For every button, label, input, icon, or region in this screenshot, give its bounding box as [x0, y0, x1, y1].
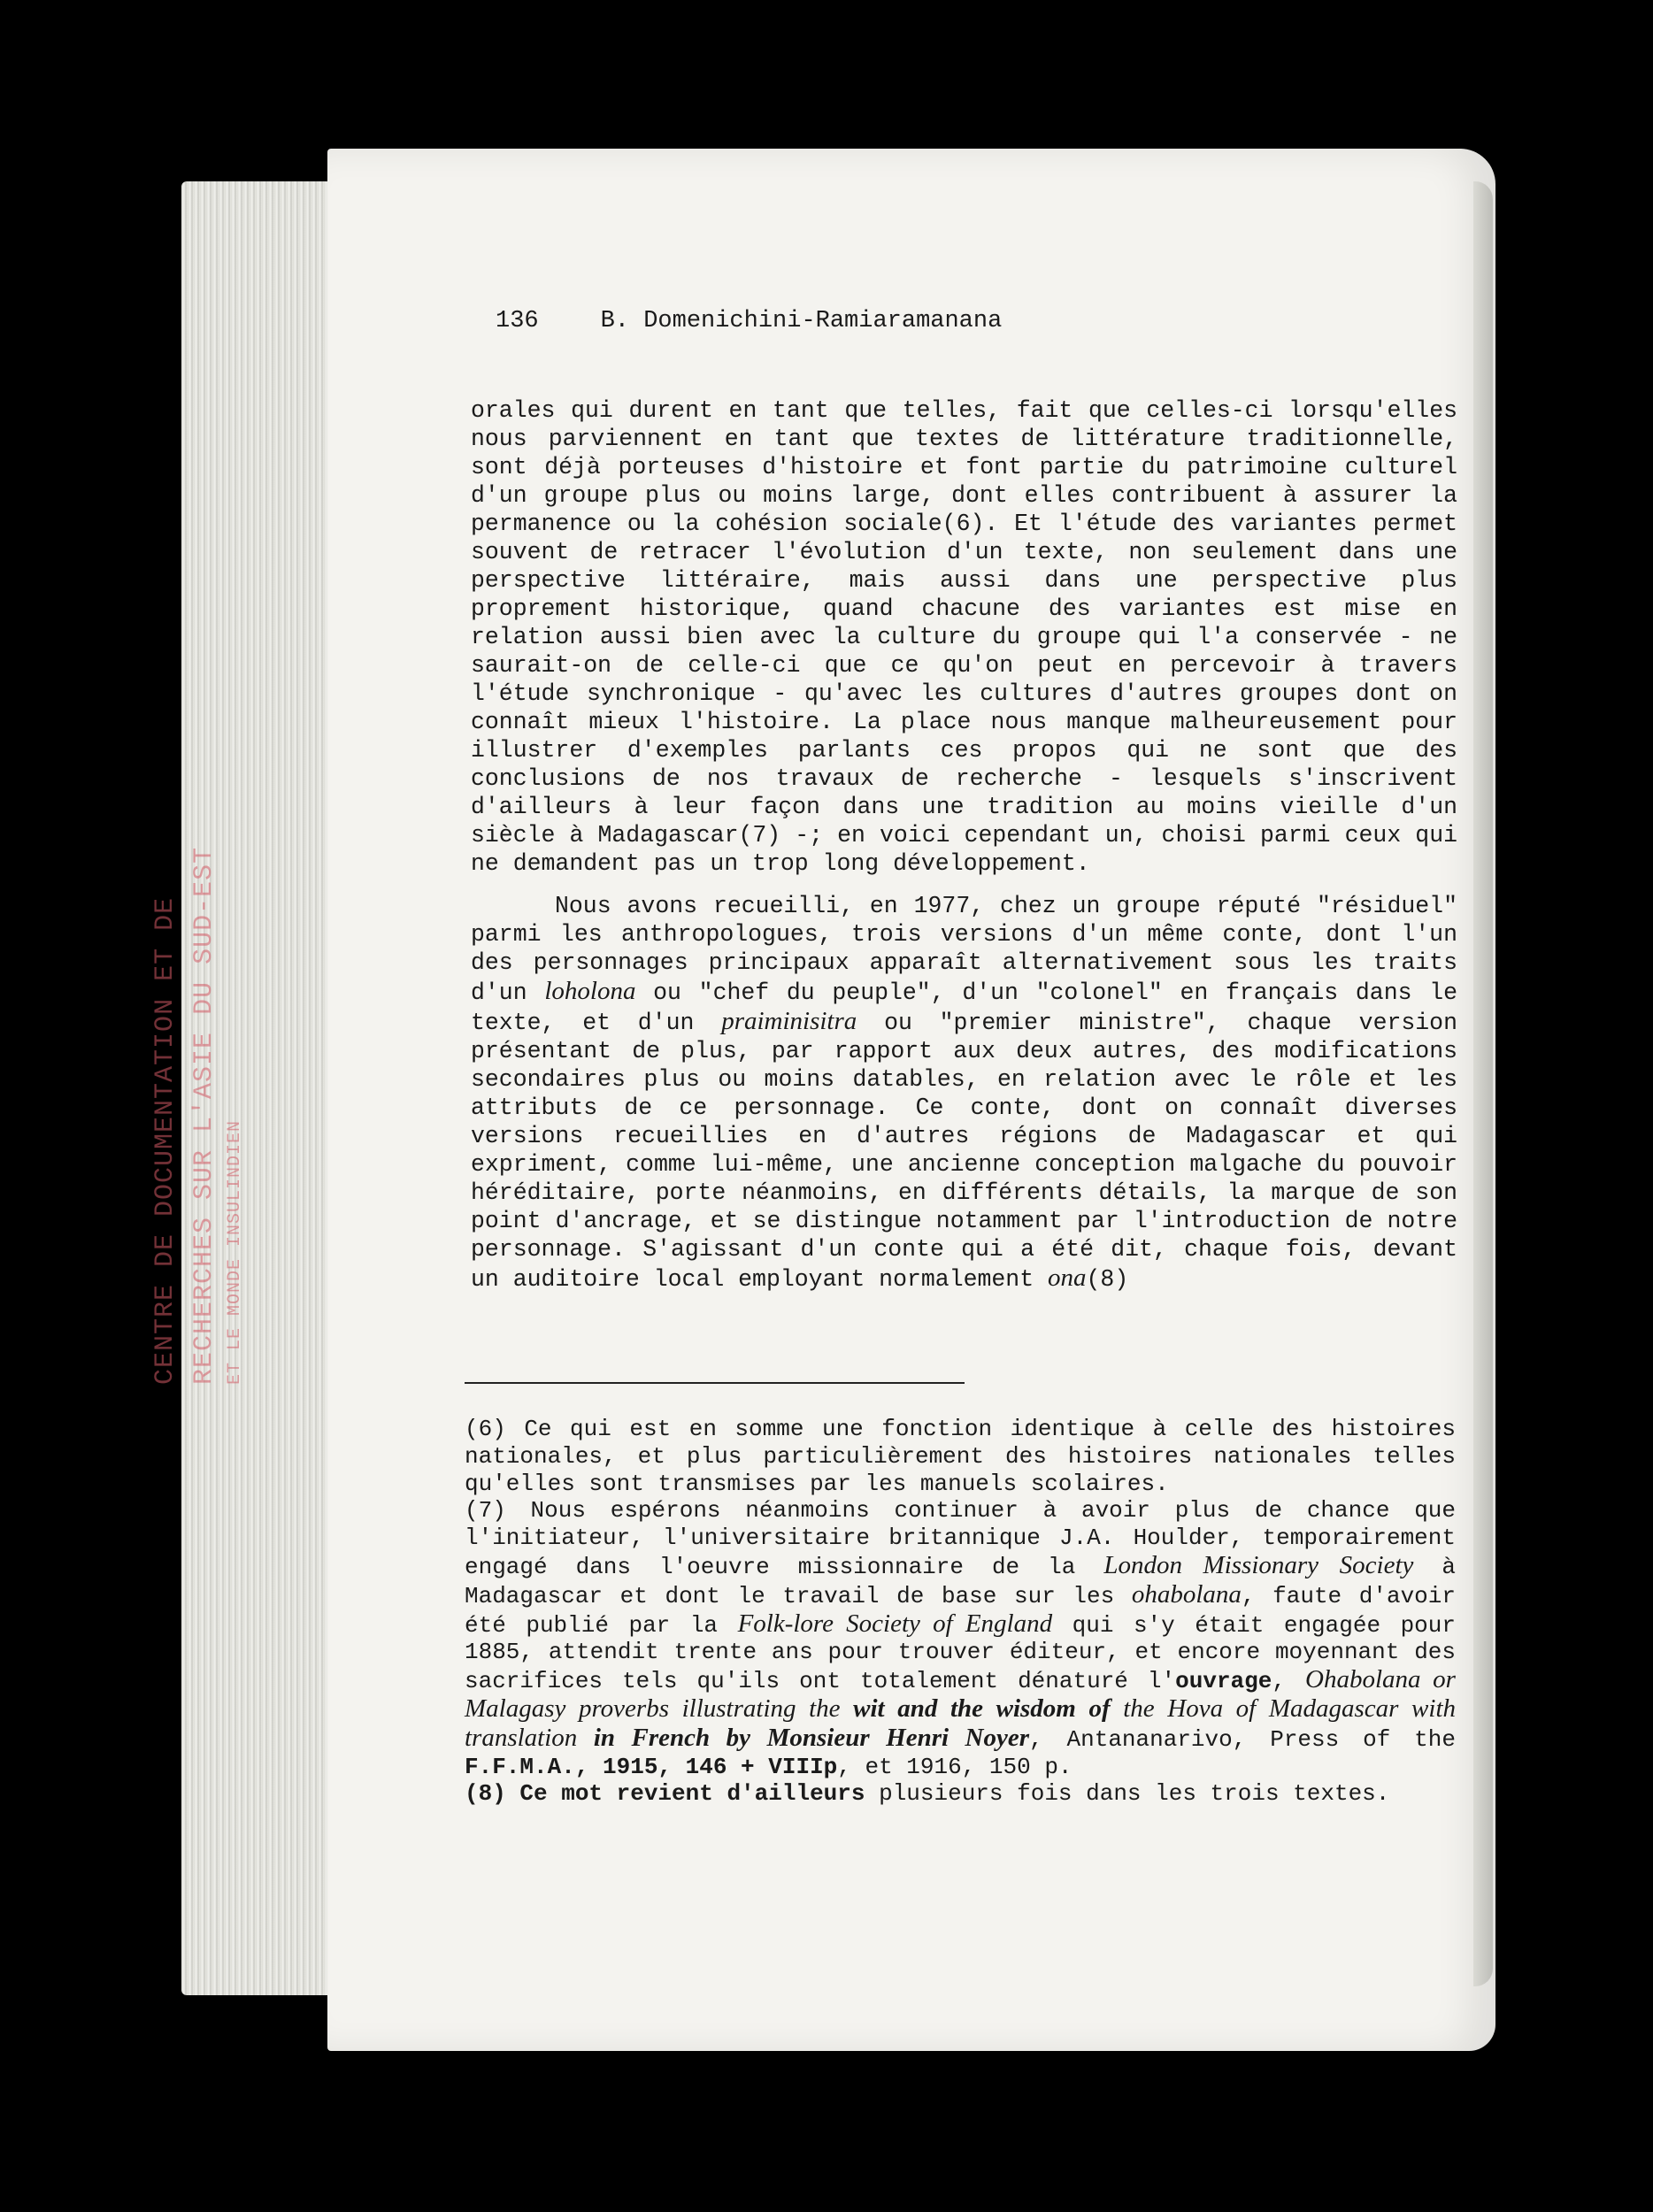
footnote-ref: (8): [1086, 1266, 1129, 1293]
text-run: Nous avons recueilli, en 1977, chez un groupe réputé "résiduel" parmi les anthropologues, trois versions d'un même conte, dont l'un des personnages principaux apparaît alternativement sous les traits d'un: [471, 893, 1457, 1006]
italic-term: ohabolana: [1131, 1579, 1242, 1609]
footnote-7: [465, 1497, 1456, 1780]
italic-title: wit and the wisdom of: [853, 1694, 1111, 1723]
text-run: (7) Nous espérons néanmoins continuer à avoir plus de chance que l'initiateur, l'universitaire britannique J.A. Houlder, temporairement engagé dans l'oeuvre missionnaire de la: [465, 1497, 1456, 1580]
italic-title: the Hova of Madagascar with translation: [465, 1694, 1456, 1752]
bold-term: (8) Ce mot revient d'ailleurs: [465, 1780, 865, 1808]
italic-title: in French by Monsieur Henri Noyer: [593, 1723, 1030, 1752]
text-run: ou "chef du peuple", d'un "colonel" en français dans le texte, et d'un: [471, 979, 1458, 1036]
main-text: [471, 396, 1457, 1294]
footnote-separator: [465, 1382, 965, 1384]
running-header: [496, 308, 1002, 334]
bold-term: F.F.M.A., 1915, 146 + VIIIp: [465, 1753, 838, 1780]
stamp-line-2: RECHERCHES SUR L'ASIE DU SUD-EST: [189, 846, 219, 1385]
page-curl-edge: [1473, 181, 1493, 1986]
running-head-author: B. Domenichini-Ramiaramanana: [600, 308, 1003, 334]
paragraph-1: orales qui durent en tant que telles, fait que celles-ci lorsqu'elles nous parviennent en tant que textes de littérature traditionnelle, sont déjà porteuses d'histoire et font partie du patrimoine culturel d'un groupe plus ou moins large, dont elles contribuent à assurer la permanence ou la cohésion sociale(6). Et l'étude des variantes permet souvent de retracer l'évolution d'un texte, non seulement dans une perspective littéraire, mais aussi dans une perspective plus proprement historique, quand chacune des variantes est mise en relation aussi bien avec la culture du groupe qui l'a conservée - ne saurait-on de celle-ci que ce qu'on peut en percevoir à travers l'étude synchronique - qu'avec les cultures d'autres groupes dont on connaît mieux l'histoire. La place nous manque malheureusement pour illustrer d'exemples parlants ces propos qui ne sont que des conclusions de nos travaux de recherche - lesquels s'inscrivent d'ailleurs à leur façon dans une tradition au moins vieille d'un siècle à Madagascar(7) -; en voici cependant un, choisi parmi ceux qui ne demandent pas un trop long développement.: [471, 397, 1457, 877]
library-stamp: [146, 847, 247, 1385]
stamp-line-1: CENTRE DE DOCUMENTATION ET DE: [150, 896, 181, 1385]
italic-term: praiminisitra: [721, 1007, 857, 1035]
bold-term: ouvrage: [1175, 1668, 1272, 1695]
footnote-8: [465, 1780, 1456, 1808]
text-run: , faute d'avoir été publié par la: [465, 1582, 1456, 1639]
italic-title: Ohabolana or Malagasy proverbs illustrating the: [465, 1665, 1456, 1723]
text-run: à Madagascar et dont le travail de base sur les: [465, 1553, 1456, 1609]
text-run: plusieurs fois dans les trois textes.: [865, 1780, 1390, 1808]
footnote-6: (6) Ce qui est en somme une fonction identique à celle des histoires nationales, et plus particulièrement des histoires nationales telles qu'elles sont transmises par les manuels scolaires.: [465, 1416, 1456, 1497]
italic-term: Folk-lore Society of England: [737, 1609, 1053, 1638]
italic-term: loholona: [544, 977, 636, 1005]
text-run: , et 1916, 150 p.: [837, 1753, 1073, 1780]
text-run: ou "premier ministre", chaque version présentant de plus, par rapport aux deux autres, des modifications secondaires plus ou moins datables, en relation avec le rôle et les attributs de ce personnage. Ce conte, dont on connaît diverses versions recueillies en d'autres régions de Madagascar et qui expriment, comme lui-même, une ancienne conception malgache du pouvoir héréditaire, porte néanmoins, en différents détails, la marque de son point d'ancrage, et se distingue notamment par l'introduction de notre personnage. S'agissant d'un conte qui a été dit, chaque fois, devant un auditoire local employant normalement: [471, 1010, 1457, 1293]
text-run: qui s'y était engagée pour 1885, attendit trente ans pour trouver éditeur, et encore moyennant des sacrifices tels qu'ils ont totalement dénaturé l': [465, 1611, 1456, 1695]
italic-term: London Missionary Society: [1103, 1550, 1414, 1579]
text-run: , Antananarivo, Press of the: [1029, 1725, 1456, 1753]
italic-term: ona: [1048, 1263, 1087, 1292]
text-run: ,: [1272, 1668, 1305, 1695]
stamp-line-3: ET LE MONDE INSULINDIEN: [225, 1119, 245, 1385]
paragraph-2: [471, 892, 1457, 1294]
footnotes: [465, 1416, 1456, 1808]
page-number: 136: [496, 308, 539, 334]
